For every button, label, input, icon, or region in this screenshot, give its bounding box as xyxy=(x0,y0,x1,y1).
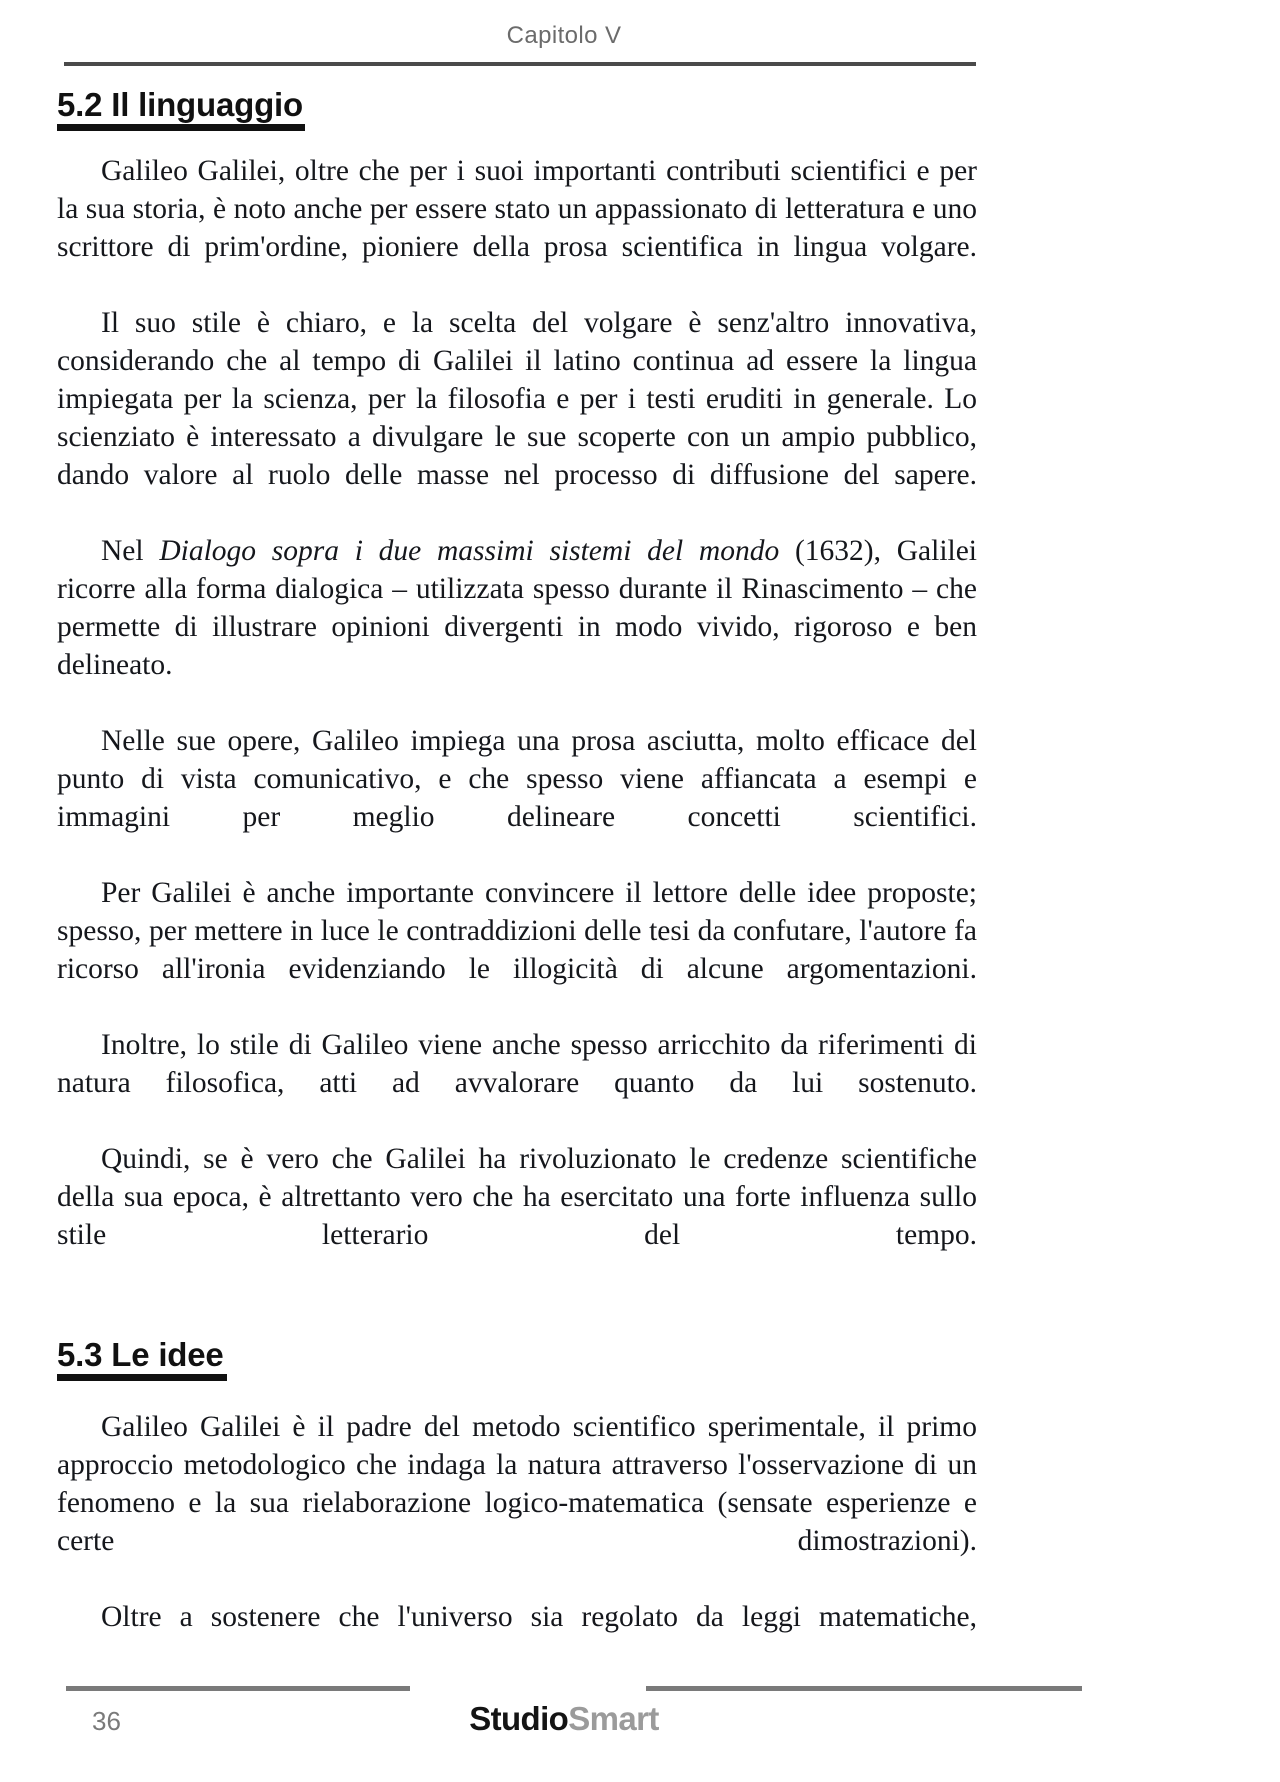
footer-rule-left xyxy=(66,1686,410,1691)
section-heading-5-2: 5.2 Il linguaggio xyxy=(57,86,303,123)
paragraph-lead: Nel xyxy=(101,535,160,567)
section-body-5-3 xyxy=(57,1408,977,1674)
paragraph: Galileo Galilei, oltre che per i suoi importanti contributi scientifici e per la sua storia, è noto anche per essere stato un appassionato di letteratura e uno scrittore di prim'ordine, pioniere della prosa scientifica in lingua volgare. xyxy=(57,155,977,263)
running-header-title: Capitolo V xyxy=(506,22,622,49)
paragraph: Nelle sue opere, Galileo impiega una prosa asciutta, molto efficace del punto di vista comunicativo, e che spesso viene affiancata a esempi e immagini per meglio delineare concetti scientifici. xyxy=(57,725,977,833)
paragraph-with-italic-title xyxy=(57,532,977,722)
brand-logo-primary: Studio xyxy=(469,1700,569,1737)
paragraph: Galileo Galilei è il padre del metodo scientifico sperimentale, il primo approccio metodologico che indaga la natura attraverso l'osservazione di un fenomeno e la sua rielaborazione logico-matematica (sensate esperienze e certe dimostrazioni). xyxy=(57,1411,977,1557)
brand-logo-secondary: Smart xyxy=(568,1700,659,1737)
paragraph: Per Galilei è anche importante convincere il lettore delle idee proposte; spesso, per mettere in luce le contraddizioni delle tesi da confutare, l'autore fa ricorso all'ironia evidenziando le illogicità di alcune argomentazioni. xyxy=(57,877,977,985)
paragraph: Quindi, se è vero che Galilei ha rivoluzionato le credenze scientifiche della sua epoca, è altrettanto vero che ha esercitato una forte influenza sullo stile letterario del tempo. xyxy=(57,1143,977,1251)
header-rule xyxy=(64,62,976,66)
work-title-italic: Dialogo sopra i due massimi sistemi del mondo xyxy=(159,535,780,567)
page-footer xyxy=(0,1686,1128,1782)
section-heading-underline-5-2 xyxy=(57,124,305,131)
brand-logo xyxy=(0,1700,1128,1738)
paragraph: Oltre a sostenere che l'universo sia regolato da leggi matematiche, xyxy=(101,1601,977,1633)
section-body-5-2 xyxy=(57,152,977,1292)
paragraph-tail: (1632), Galilei ricorre alla forma dialogica – utilizzata spesso durante il Rinascimento – che permette di illustrare opinioni divergenti in modo vivido, rigoroso e ben delineato. xyxy=(57,535,977,681)
paragraph: Il suo stile è chiaro, e la scelta del volgare è senz'altro innovativa, considerando che al tempo di Galilei il latino continua ad essere la lingua impiegata per la scienza, per la filosofia e per i testi eruditi in generale. Lo scienziato è interessato a divulgare le sue scoperte con un ampio pubblico, dando valore al ruolo delle masse nel processo di diffusione del sapere. xyxy=(57,307,977,491)
paragraph: Inoltre, lo stile di Galileo viene anche spesso arricchito da riferimenti di natura filosofica, atti ad avvalorare quanto da lui sostenuto. xyxy=(57,1029,977,1099)
section-heading-underline-5-3 xyxy=(57,1374,227,1381)
page-number: 36 xyxy=(92,1706,121,1736)
section-heading-5-3: 5.3 Le idee xyxy=(57,1336,224,1373)
footer-rule-right xyxy=(646,1686,1082,1691)
